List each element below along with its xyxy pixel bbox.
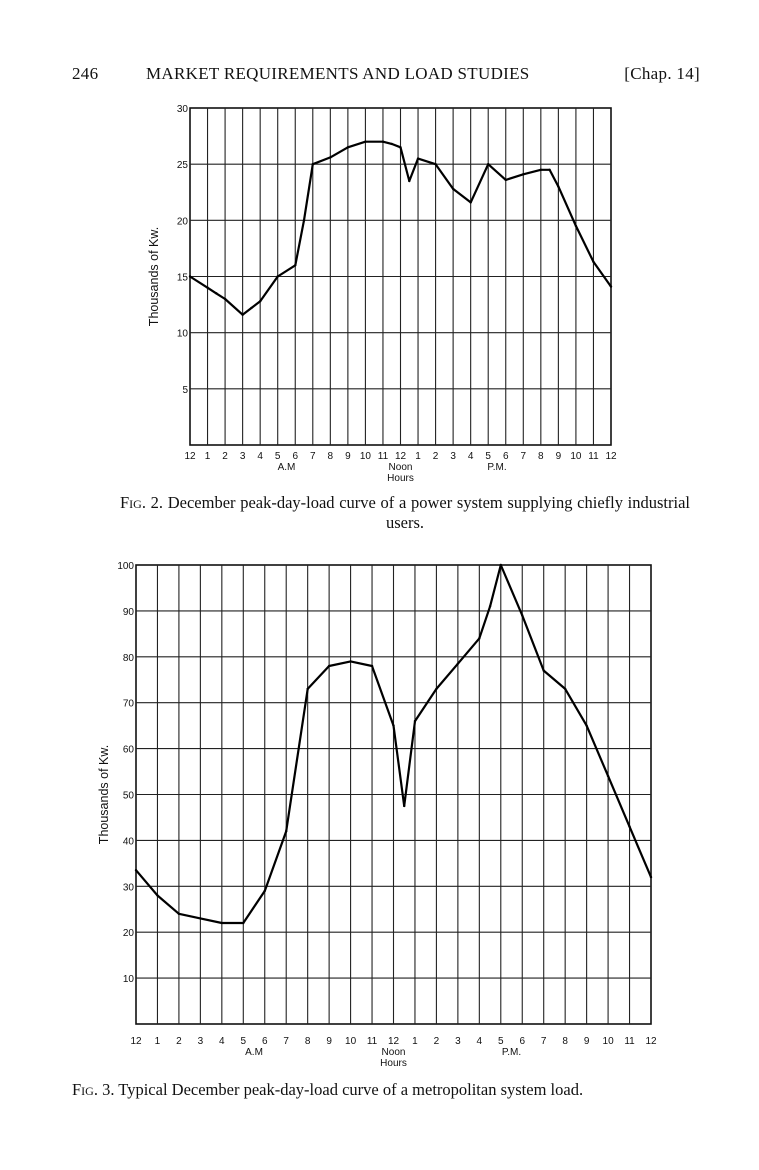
data-point — [371, 665, 373, 667]
x-period-label: P.M. — [487, 462, 507, 473]
x-tick-label: 4 — [219, 1036, 225, 1047]
x-tick-label: 1 — [415, 451, 421, 462]
x-tick-label: 12 — [387, 1036, 400, 1047]
x-tick-label: 1 — [154, 1036, 161, 1047]
y-axis-title: Thousands of Kw. — [97, 744, 111, 845]
x-tick-label: 11 — [377, 451, 389, 462]
caption-text: December peak-day-load curve of a power system supplying chiefly industrial users. — [167, 493, 691, 532]
x-tick-label: 8 — [562, 1036, 568, 1047]
data-point — [543, 669, 545, 671]
x-tick-label: 8 — [327, 451, 334, 462]
y-tick-label: 90 — [122, 606, 134, 618]
x-tick-label: 4 — [257, 451, 263, 462]
x-tick-label: 3 — [239, 451, 246, 462]
data-point — [285, 830, 287, 832]
y-tick-label: 5 — [182, 384, 188, 396]
y-tick-label: 60 — [122, 744, 134, 756]
y-tick-label: 15 — [176, 272, 188, 284]
x-tick-label: 3 — [455, 1036, 461, 1047]
x-tick-label: 1 — [412, 1036, 418, 1047]
x-tick-label: 6 — [519, 1036, 526, 1047]
x-tick-label: 9 — [326, 1036, 332, 1047]
x-tick-label: 4 — [467, 451, 474, 462]
x-tick-label: 9 — [583, 1036, 590, 1047]
figure-caption-2 — [120, 493, 690, 533]
x-tick-label: 10 — [359, 451, 371, 462]
x-tick-label: 5 — [498, 1036, 504, 1047]
x-tick-label: 8 — [538, 451, 544, 462]
running-title: MARKET REQUIREMENTS AND LOAD STUDIES — [146, 64, 530, 83]
y-tick-label: 30 — [176, 104, 188, 115]
y-tick-label: 10 — [122, 974, 134, 986]
data-point — [156, 894, 158, 896]
x-tick-label: 7 — [310, 451, 316, 462]
y-tick-label: 70 — [122, 698, 134, 710]
x-period-label: Noon — [381, 1047, 406, 1058]
data-point — [607, 775, 609, 777]
x-tick-label: 5 — [240, 1036, 247, 1047]
data-point — [306, 688, 308, 690]
x-tick-label: 1 — [204, 451, 211, 462]
data-point — [392, 724, 394, 726]
y-tick-label: 20 — [176, 216, 188, 228]
data-point — [403, 805, 405, 807]
y-tick-label: 10 — [176, 328, 188, 340]
x-axis-title: Hours — [380, 1058, 407, 1069]
x-tick-label: 4 — [476, 1036, 483, 1047]
x-period-label: A.M — [277, 462, 296, 473]
y-tick-label: 25 — [176, 160, 188, 172]
page-number: 246 — [72, 64, 99, 83]
y-tick-label: 20 — [122, 928, 134, 940]
data-point — [435, 688, 437, 690]
x-period-label: P.M. — [501, 1047, 522, 1058]
data-point — [199, 917, 201, 919]
data-point — [221, 922, 223, 924]
data-point — [457, 662, 459, 664]
x-tick-label: 2 — [176, 1036, 182, 1047]
data-point — [414, 720, 416, 722]
x-tick-label: 7 — [540, 1036, 547, 1047]
x-tick-label: 6 — [292, 451, 299, 462]
y-axis-title: Thousands of Kw. — [147, 226, 161, 327]
x-tick-label: 8 — [304, 1036, 311, 1047]
data-point — [650, 876, 652, 878]
data-point — [478, 637, 480, 639]
x-tick-label: 12 — [645, 1036, 657, 1047]
x-tick-label: 2 — [433, 1036, 440, 1047]
data-point — [264, 890, 266, 892]
x-tick-label: 3 — [197, 1036, 204, 1047]
data-point — [521, 614, 523, 616]
y-tick-label: 50 — [122, 790, 134, 802]
x-axis-title: Hours — [387, 473, 414, 484]
y-tick-label: 40 — [122, 836, 134, 848]
x-tick-label: 7 — [520, 451, 527, 462]
x-tick-label: 11 — [588, 451, 599, 462]
x-tick-label: 2 — [432, 451, 439, 462]
x-tick-label: 6 — [261, 1036, 268, 1047]
x-tick-label: 11 — [366, 1036, 378, 1047]
data-point — [328, 665, 330, 667]
data-point — [178, 913, 180, 915]
data-point — [242, 922, 244, 924]
y-tick-label: 80 — [122, 652, 134, 664]
x-tick-label: 12 — [184, 451, 196, 462]
caption-text: Typical December peak-day-load curve of a metropolitan system load. — [118, 1080, 584, 1099]
x-tick-label: 12 — [605, 451, 617, 462]
data-point — [564, 688, 566, 690]
data-point — [500, 564, 502, 566]
data-point — [489, 605, 491, 607]
figure-label: Fig. 3. — [72, 1080, 115, 1099]
x-tick-label: 7 — [283, 1036, 289, 1047]
chapter-label: [Chap. 14] — [624, 64, 700, 83]
x-tick-label: 9 — [555, 451, 562, 462]
y-tick-label: 30 — [122, 882, 134, 894]
figure-label: Fig. 2. — [120, 493, 164, 512]
x-period-label: Noon — [388, 462, 413, 473]
data-point — [349, 660, 351, 662]
data-point — [628, 825, 630, 827]
x-period-label: A.M — [245, 1047, 263, 1058]
x-tick-label: 9 — [345, 451, 351, 462]
x-tick-label: 5 — [274, 451, 281, 462]
x-tick-label: 3 — [450, 451, 456, 462]
data-point — [135, 869, 137, 871]
x-tick-label: 12 — [130, 1036, 142, 1047]
x-tick-label: 12 — [394, 451, 407, 462]
x-tick-label: 10 — [570, 451, 582, 462]
figure-caption-3 — [72, 1080, 702, 1100]
x-tick-label: 2 — [222, 451, 228, 462]
x-tick-label: 11 — [624, 1036, 635, 1047]
data-point — [585, 724, 587, 726]
x-tick-label: 10 — [345, 1036, 357, 1047]
x-tick-label: 5 — [485, 451, 491, 462]
x-tick-label: 6 — [502, 451, 509, 462]
y-tick-label: 100 — [117, 561, 134, 572]
x-tick-label: 10 — [602, 1036, 614, 1047]
